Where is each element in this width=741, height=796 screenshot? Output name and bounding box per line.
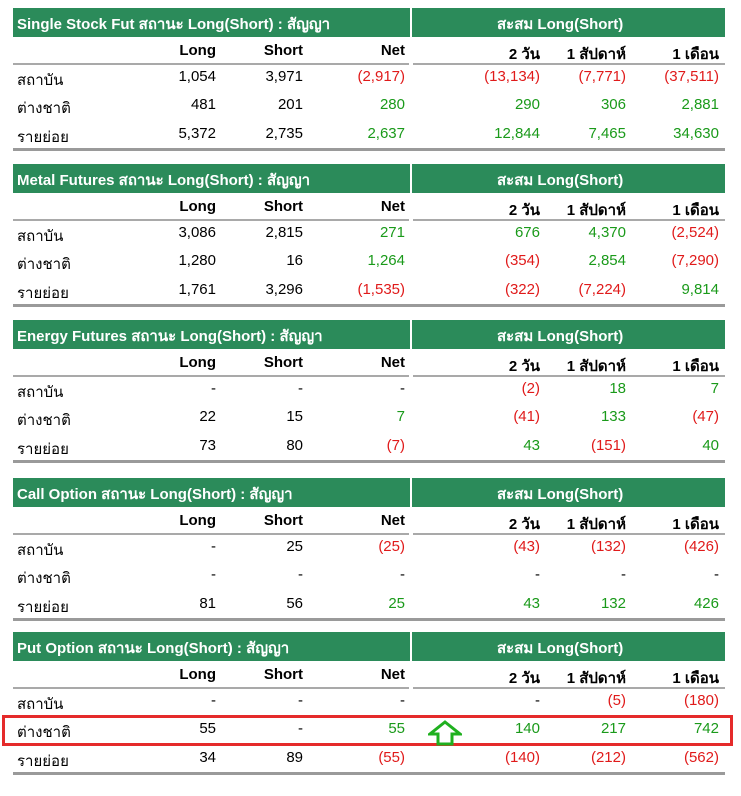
cell-net: 2,637	[367, 125, 405, 142]
column-header-w1: 1 สัปดาห์	[566, 202, 626, 219]
cell-w1: 2,854	[588, 252, 626, 269]
section-5	[13, 632, 725, 777]
table-row	[13, 688, 725, 716]
cell-short: 2,815	[265, 224, 303, 241]
cell-net: -	[400, 692, 405, 709]
header-separator	[410, 164, 412, 193]
section-header	[13, 632, 725, 661]
row-label: รายย่อย	[17, 441, 69, 458]
cell-short: 89	[286, 749, 303, 766]
column-header-net: Net	[380, 42, 405, 59]
table-row	[13, 376, 725, 404]
row-label: สถาบัน	[17, 384, 64, 401]
table-row	[13, 121, 725, 149]
cell-m1: -	[714, 566, 719, 583]
cell-w1: (7,224)	[578, 281, 626, 298]
row-label: ต่างชาติ	[17, 570, 71, 587]
cell-w1: (132)	[590, 538, 626, 555]
column-header-m1: 1 เดือน	[672, 516, 719, 533]
accumulated-title: สะสม Long(Short)	[497, 486, 624, 503]
cell-short: -	[298, 692, 303, 709]
column-header-short: Short	[263, 354, 303, 371]
cell-short: -	[298, 720, 303, 737]
column-header-net: Net	[380, 512, 405, 529]
cell-m1: (47)	[692, 408, 719, 425]
cell-long: -	[211, 538, 216, 555]
row-label: ต่างชาติ	[17, 724, 71, 741]
cell-m1: (2,524)	[671, 224, 719, 241]
cell-m1: 9,814	[681, 281, 719, 298]
cell-w1: 18	[609, 380, 626, 397]
column-header-short: Short	[263, 512, 303, 529]
cell-long: 73	[199, 437, 216, 454]
column-header-net: Net	[380, 666, 405, 683]
header-separator	[410, 632, 412, 661]
section-bottom-rule	[13, 148, 725, 151]
section-title: Energy Futures สถานะ Long(Short) : สัญญา	[17, 328, 323, 345]
column-header-net: Net	[380, 198, 405, 215]
row-label: สถาบัน	[17, 542, 64, 559]
cell-short: 2,735	[265, 125, 303, 142]
cell-net: 55	[388, 720, 405, 737]
cell-net: 271	[379, 224, 405, 241]
cell-d2: (43)	[513, 538, 540, 555]
cell-w1: 133	[600, 408, 626, 425]
cell-m1: (37,511)	[664, 68, 719, 85]
section-1	[13, 8, 725, 153]
cell-d2: (13,134)	[484, 68, 540, 85]
cell-long: 22	[199, 408, 216, 425]
cell-short: 15	[286, 408, 303, 425]
cell-short: 16	[286, 252, 303, 269]
cell-long: 3,086	[178, 224, 216, 241]
column-header-net: Net	[380, 354, 405, 371]
section-title: Call Option สถานะ Long(Short) : สัญญา	[17, 486, 293, 503]
column-header-m1: 1 เดือน	[672, 202, 719, 219]
cell-net: (1,535)	[357, 281, 405, 298]
table-row	[13, 745, 725, 773]
section-header	[13, 164, 725, 193]
section-header	[13, 478, 725, 507]
cell-net: (55)	[378, 749, 405, 766]
cell-w1: 7,465	[588, 125, 626, 142]
cell-short: 25	[286, 538, 303, 555]
column-header-d2: 2 วัน	[508, 670, 540, 687]
cell-long: -	[211, 380, 216, 397]
column-header-d2: 2 วัน	[508, 358, 540, 375]
column-header-m1: 1 เดือน	[672, 46, 719, 63]
column-header-d2: 2 วัน	[508, 516, 540, 533]
cell-m1: 40	[702, 437, 719, 454]
accumulated-title: สะสม Long(Short)	[497, 640, 624, 657]
row-label: สถาบัน	[17, 72, 64, 89]
row-label: สถาบัน	[17, 228, 64, 245]
row-label: ต่างชาติ	[17, 256, 71, 273]
column-header-short: Short	[263, 666, 303, 683]
column-header-w1: 1 สัปดาห์	[566, 670, 626, 687]
up-arrow-icon	[428, 720, 462, 746]
cell-m1: (7,290)	[671, 252, 719, 269]
cell-net: 7	[396, 408, 405, 425]
header-separator	[410, 8, 412, 37]
section-bottom-rule	[13, 772, 725, 775]
accumulated-title: สะสม Long(Short)	[497, 328, 624, 345]
column-header-d2: 2 วัน	[508, 46, 540, 63]
column-header-m1: 1 เดือน	[672, 358, 719, 375]
cell-d2: -	[535, 566, 540, 583]
cell-d2: 290	[514, 96, 540, 113]
column-header-w1: 1 สัปดาห์	[566, 46, 626, 63]
cell-long: -	[211, 692, 216, 709]
cell-m1: 2,881	[681, 96, 719, 113]
row-label: รายย่อย	[17, 285, 69, 302]
cell-long: 55	[199, 720, 216, 737]
cell-net: 1,264	[367, 252, 405, 269]
table-row	[13, 277, 725, 305]
cell-d2: -	[535, 692, 540, 709]
table-row	[13, 248, 725, 276]
cell-d2: 12,844	[494, 125, 540, 142]
cell-w1: (151)	[590, 437, 626, 454]
row-label: รายย่อย	[17, 753, 69, 770]
table-row	[13, 64, 725, 92]
cell-d2: 676	[514, 224, 540, 241]
cell-long: 5,372	[178, 125, 216, 142]
section-title: Single Stock Fut สถานะ Long(Short) : สัญญา	[17, 16, 331, 33]
accumulated-title: สะสม Long(Short)	[497, 172, 624, 189]
cell-long: 1,280	[178, 252, 216, 269]
table-row	[13, 433, 725, 461]
cell-short: 3,296	[265, 281, 303, 298]
cell-net: 280	[379, 96, 405, 113]
cell-long: -	[211, 566, 216, 583]
section-title: Put Option สถานะ Long(Short) : สัญญา	[17, 640, 290, 657]
cell-d2: 43	[523, 595, 540, 612]
cell-net: (2,917)	[357, 68, 405, 85]
column-header-w1: 1 สัปดาห์	[566, 516, 626, 533]
cell-long: 81	[199, 595, 216, 612]
section-header	[13, 8, 725, 37]
cell-m1: (426)	[683, 538, 719, 555]
section-bottom-rule	[13, 618, 725, 621]
accumulated-title: สะสม Long(Short)	[497, 16, 624, 33]
cell-net: 25	[388, 595, 405, 612]
table-row	[13, 591, 725, 619]
column-header-short: Short	[263, 198, 303, 215]
section-4	[13, 478, 725, 623]
table-row	[13, 562, 725, 590]
section-title: Metal Futures สถานะ Long(Short) : สัญญา	[17, 172, 311, 189]
cell-net: (7)	[386, 437, 405, 454]
cell-short: 56	[286, 595, 303, 612]
cell-m1: (562)	[683, 749, 719, 766]
cell-w1: 217	[600, 720, 626, 737]
cell-m1: 34,630	[673, 125, 719, 142]
row-label: ต่างชาติ	[17, 412, 71, 429]
cell-long: 1,054	[178, 68, 216, 85]
cell-d2: (140)	[504, 749, 540, 766]
cell-w1: (7,771)	[578, 68, 626, 85]
table-row	[13, 92, 725, 120]
cell-long: 34	[199, 749, 216, 766]
cell-w1: (5)	[607, 692, 626, 709]
cell-net: -	[400, 566, 405, 583]
column-header-long: Long	[179, 512, 216, 529]
section-3	[13, 320, 725, 465]
column-header-long: Long	[179, 666, 216, 683]
cell-short: 201	[277, 96, 303, 113]
cell-w1: 4,370	[588, 224, 626, 241]
cell-w1: -	[621, 566, 626, 583]
cell-short: -	[298, 380, 303, 397]
column-header-long: Long	[179, 42, 216, 59]
section-header	[13, 320, 725, 349]
header-separator	[410, 478, 412, 507]
cell-short: 3,971	[265, 68, 303, 85]
cell-d2: (322)	[504, 281, 540, 298]
cell-m1: 742	[693, 720, 719, 737]
cell-w1: 132	[600, 595, 626, 612]
cell-net: (25)	[378, 538, 405, 555]
cell-w1: (212)	[590, 749, 626, 766]
row-label: รายย่อย	[17, 599, 69, 616]
header-separator	[410, 320, 412, 349]
column-header-w1: 1 สัปดาห์	[566, 358, 626, 375]
column-header-long: Long	[179, 198, 216, 215]
row-label: รายย่อย	[17, 129, 69, 146]
column-header-long: Long	[179, 354, 216, 371]
table-row	[13, 534, 725, 562]
cell-d2: (41)	[513, 408, 540, 425]
highlight-box	[2, 715, 733, 746]
cell-net: -	[400, 380, 405, 397]
table-row	[13, 404, 725, 432]
column-header-m1: 1 เดือน	[672, 670, 719, 687]
cell-long: 481	[190, 96, 216, 113]
section-bottom-rule	[13, 304, 725, 307]
cell-long: 1,761	[178, 281, 216, 298]
row-label: สถาบัน	[17, 696, 64, 713]
cell-d2: 140	[514, 720, 540, 737]
cell-d2: (354)	[504, 252, 540, 269]
cell-m1: 7	[710, 380, 719, 397]
cell-d2: 43	[523, 437, 540, 454]
table-row	[13, 220, 725, 248]
cell-w1: 306	[600, 96, 626, 113]
section-2	[13, 164, 725, 309]
section-bottom-rule	[13, 460, 725, 463]
column-header-d2: 2 วัน	[508, 202, 540, 219]
row-label: ต่างชาติ	[17, 100, 71, 117]
cell-m1: (180)	[683, 692, 719, 709]
column-header-short: Short	[263, 42, 303, 59]
cell-short: 80	[286, 437, 303, 454]
cell-m1: 426	[693, 595, 719, 612]
cell-d2: (2)	[521, 380, 540, 397]
cell-short: -	[298, 566, 303, 583]
